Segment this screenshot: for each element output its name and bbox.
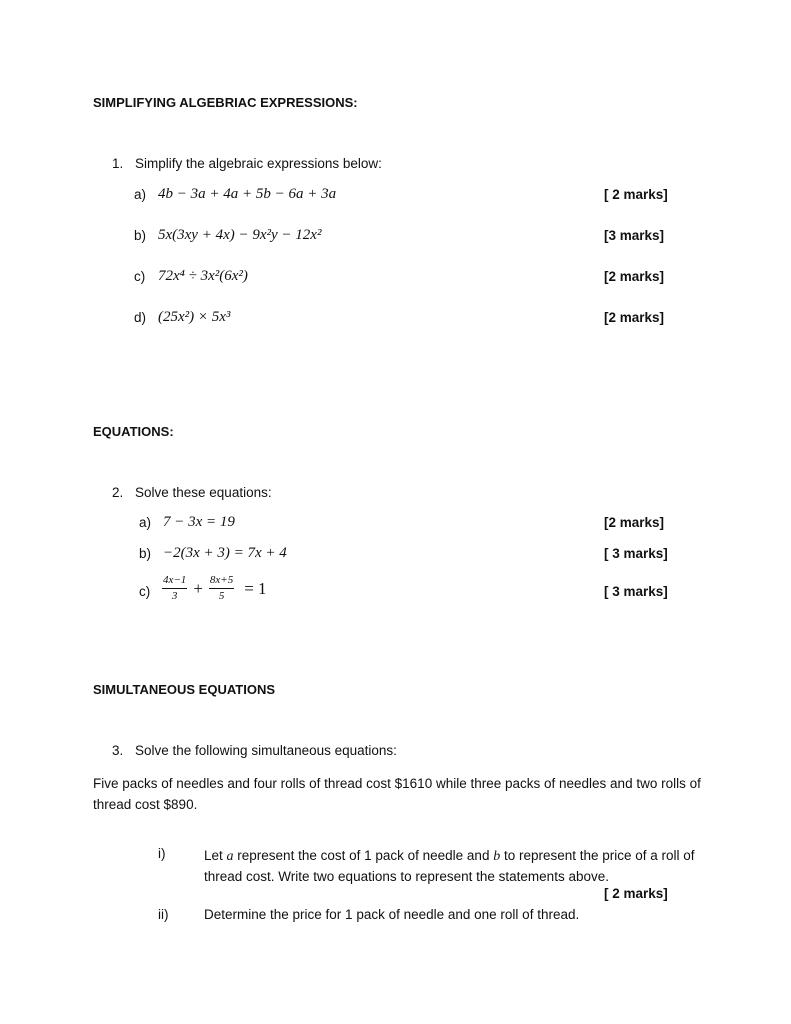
q1-part-a-label: a) [134, 187, 147, 202]
q1-part-c-expression: 72x⁴ ÷ 3x²(6x²) [158, 268, 248, 284]
q2-part-a-marks: [2 marks] [604, 515, 665, 530]
equation-rhs: = 1 [244, 578, 267, 598]
q1-part-d-label: d) [134, 310, 147, 325]
section-heading-simultaneous: SIMULTANEOUS EQUATIONS [93, 682, 275, 697]
fraction-1-numerator: 4x−1 [162, 574, 187, 589]
q1-part-b-marks: [3 marks] [604, 228, 665, 243]
fraction-1-denominator: 3 [171, 590, 178, 602]
fraction-1 [162, 574, 187, 603]
question-2-number: 2. [112, 485, 124, 500]
q1-part-a-expression: 4b − 3a + 4a + 5b − 6a + 3a [158, 186, 337, 202]
q2-part-a-expression: 7 − 3x = 19 [163, 514, 235, 530]
plus-sign: + [193, 578, 203, 598]
q3-part-i-text-mid: represent the cost of 1 pack of needle and [233, 848, 494, 863]
question-3-number: 3. [112, 743, 124, 758]
section-heading-simplifying: SIMPLIFYING ALGEBRIAC EXPRESSIONS: [93, 95, 358, 110]
section-heading-equations: EQUATIONS: [93, 424, 174, 439]
q3-part-i-label: i) [158, 846, 166, 861]
q3-part-ii-text: Determine the price for 1 pack of needle and one roll of thread. [204, 907, 580, 922]
question-3-prompt: Solve the following simultaneous equations: [135, 743, 397, 758]
q3-part-i-text [204, 846, 696, 887]
q2-part-a-label: a) [139, 515, 152, 530]
q2-part-c-marks: [ 3 marks] [604, 584, 668, 599]
q1-part-b-expression: 5x(3xy + 4x) − 9x²y − 12x² [158, 227, 322, 243]
q1-part-d-marks: [2 marks] [604, 310, 665, 325]
q2-part-b-marks: [ 3 marks] [604, 546, 668, 561]
fraction-2-numerator: 8x+5 [209, 574, 234, 589]
q1-part-b-label: b) [134, 228, 147, 243]
question-1-number: 1. [112, 156, 124, 171]
q2-part-c-label: c) [139, 584, 151, 599]
fraction-2-denominator: 5 [218, 590, 225, 602]
q1-part-d-expression: (25x²) × 5x³ [158, 309, 231, 325]
q1-part-a-marks: [ 2 marks] [604, 187, 668, 202]
q3-part-i-marks: [ 2 marks] [604, 886, 668, 901]
fraction-2 [209, 574, 234, 603]
q2-part-b-label: b) [139, 546, 152, 561]
variable-a: a [226, 849, 234, 864]
q2-part-c-expression [160, 574, 267, 603]
question-2-prompt: Solve these equations: [135, 485, 272, 500]
question-3-paragraph: Five packs of needles and four rolls of thread cost $1610 while three packs of needles and two rolls of thread cost $890. [93, 776, 701, 812]
q3-part-ii-label: ii) [158, 907, 169, 922]
q1-part-c-label: c) [134, 269, 146, 284]
question-1-prompt: Simplify the algebraic expressions below: [135, 156, 382, 171]
q1-part-c-marks: [2 marks] [604, 269, 665, 284]
variable-b: b [493, 849, 501, 864]
q3-part-i-text-post: to represent the price of a roll of thread cost. Write two equations to represent the statements above. [204, 848, 695, 884]
q2-part-b-expression: −2(3x + 3) = 7x + 4 [163, 545, 287, 561]
q3-part-i-text-pre: Let [204, 848, 227, 863]
